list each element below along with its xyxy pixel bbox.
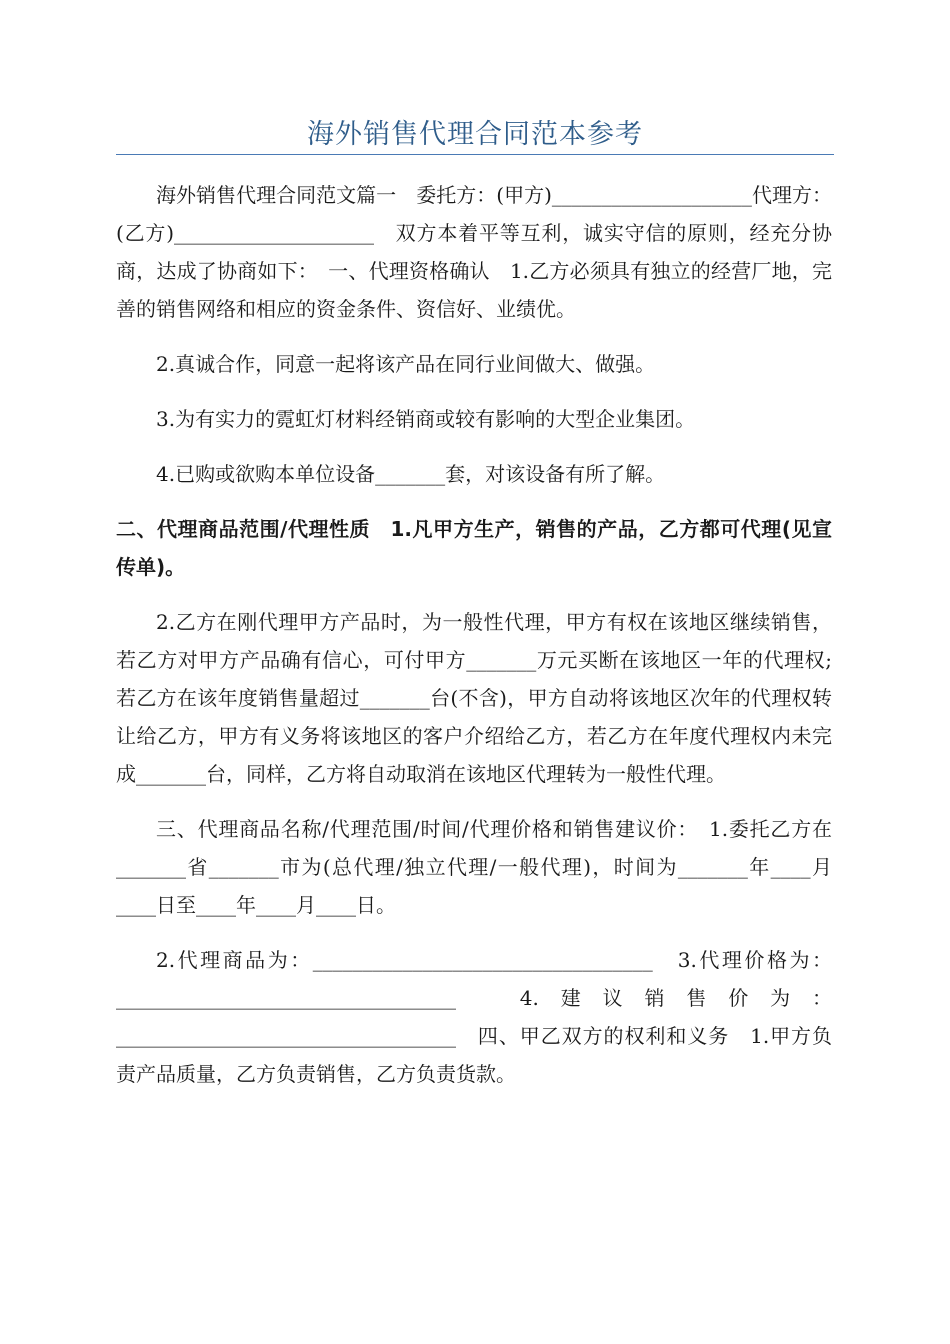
document-title: 海外销售代理合同范本参考 <box>307 119 643 150</box>
paragraph-pricing: 2.代理商品为：__________________________________ 3.代理价格为：__________________________________ 4.建议销售价为：__________________________________ 四、甲乙双方的权利和义务 1.甲方负责产品质量，乙方负责销售，乙方负责货款。 <box>116 948 832 1086</box>
paragraph-item-2: 2.真诚合作，同意一起将该产品在同行业间做大、做强。 <box>156 352 656 376</box>
title-underline <box>116 154 834 155</box>
section-heading-2: 二、代理商品范围/代理性质 1.凡甲方生产，销售的产品，乙方都可代理(见宣传单)。 <box>116 517 832 579</box>
paragraph-item-3: 3.为有实力的霓虹灯材料经销商或较有影响的大型企业集团。 <box>156 407 696 431</box>
paragraph-agency-terms: 2.乙方在刚代理甲方产品时，为一般性代理，甲方有权在该地区继续销售，若乙方对甲方产品确有信心，可付甲方_______万元买断在该地区一年的代理权;若乙方在该年度销售量超过_______台(不含)，甲方自动将该地区次年的代理权转让给乙方，甲方有义务将该地区的客户介绍给乙方，若乙方在年度代理权内未完成_______台，同样，乙方将自动取消在该地区代理转为一般性代理。 <box>116 610 832 786</box>
paragraph-item-4: 4.已购或欲购本单位设备_______套，对该设备有所了解。 <box>156 462 666 486</box>
paragraph-intro: 海外销售代理合同范文篇一 委托方：(甲方)____________________代理方：(乙方)____________________ 双方本着平等互利，诚实守信的原则，经充分协商，达成了协商如下： 一、代理资格确认 1.乙方必须具有独立的经营厂地，完善的销售网络和相应的资金条件、资信好、业绩优。 <box>116 183 832 321</box>
paragraph-section-3: 三、代理商品名称/代理范围/时间/代理价格和销售建议价： 1.委托乙方在_______省_______市为(总代理/独立代理/一般代理)，时间为_______年____月____日至____年____月____日。 <box>116 817 832 917</box>
document-body <box>116 176 832 1110</box>
